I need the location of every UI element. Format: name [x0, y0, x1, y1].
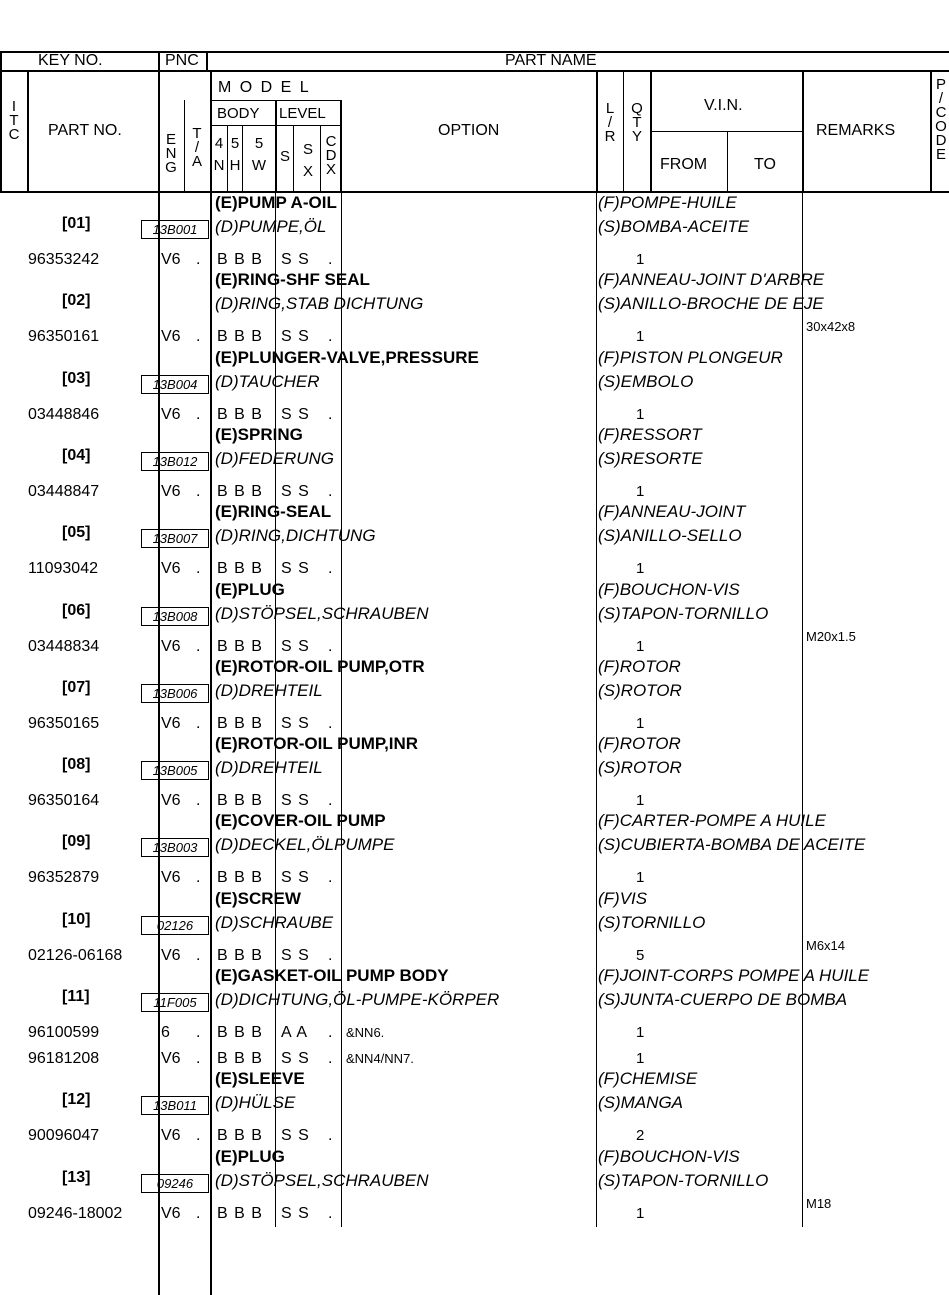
header-bottom-border — [0, 191, 949, 193]
itc-header: I T C — [8, 98, 20, 143]
eng-header: E N G — [165, 131, 177, 176]
german-name: (D)PUMPE,ÖL — [215, 217, 327, 236]
german-name: (D)RING,DICHTUNG — [215, 526, 376, 545]
part-number: 96350161 — [28, 328, 100, 345]
option-code: &NN6. — [346, 1025, 385, 1040]
quantity: 5 — [636, 947, 645, 964]
trans-code: . — [196, 792, 201, 809]
quantity: 1 — [636, 792, 645, 809]
body-model-code: B B B — [217, 792, 263, 809]
part-number: 96100599 — [28, 1024, 100, 1041]
cdx-code: . — [328, 715, 333, 732]
option-code: &NN4/NN7. — [346, 1051, 414, 1066]
engine-code: V6 — [161, 947, 181, 964]
key-number: [13] — [62, 1169, 91, 1186]
body-model-code: B B B — [217, 869, 263, 886]
vin-from-header: FROM — [660, 156, 708, 173]
german-name: (D)TAUCHER — [215, 372, 320, 391]
part-number: 03448847 — [28, 483, 100, 500]
engine-code: V6 — [161, 715, 181, 732]
cdx-code: . — [328, 792, 333, 809]
engine-code: 6 — [161, 1024, 170, 1041]
level-code: S S — [281, 869, 310, 886]
remarks-value: M20x1.5 — [806, 629, 856, 644]
spanish-name: (S)JUNTA-CUERPO DE BOMBA — [598, 990, 848, 1009]
quantity: 1 — [636, 715, 645, 732]
english-name: (E)PUMP A-OIL — [215, 193, 337, 212]
level-code: S S — [281, 483, 310, 500]
german-name: (D)RING,STAB DICHTUNG — [215, 294, 424, 313]
french-name: (F)BOUCHON-VIS — [598, 580, 740, 599]
body-model-code: B B B — [217, 1024, 263, 1041]
quantity: 1 — [636, 560, 645, 577]
english-name: (E)COVER-OIL PUMP — [215, 811, 386, 830]
cdx-code: . — [328, 406, 333, 423]
german-name: (D)DREHTEIL — [215, 758, 323, 777]
pnc-code: 11F005 — [141, 993, 209, 1012]
part-name-header: PART NAME — [505, 52, 597, 69]
spanish-name: (S)RESORTE — [598, 449, 703, 468]
pnc-code: 13B007 — [141, 529, 209, 548]
english-name: (E)RING-SEAL — [215, 502, 332, 521]
ta-divider — [184, 100, 185, 192]
french-name: (F)RESSORT — [598, 425, 702, 444]
pnc-code: 13B011 — [141, 1096, 209, 1115]
body-header: BODY — [217, 105, 260, 122]
german-name: (D)FEDERUNG — [215, 449, 334, 468]
level-col-cdx: C D X — [325, 133, 337, 178]
trans-code: . — [196, 638, 201, 655]
vin-to-header: TO — [754, 156, 776, 173]
from-to-divider — [727, 131, 728, 192]
german-name: (D)HÜLSE — [215, 1093, 296, 1112]
level-code: S S — [281, 406, 310, 423]
cdx-code: . — [328, 638, 333, 655]
key-number: [08] — [62, 756, 91, 773]
pnc-code: 13B004 — [141, 375, 209, 394]
level-code: S S — [281, 947, 310, 964]
pnc-code: 13B003 — [141, 838, 209, 857]
part-number: 96350165 — [28, 715, 100, 732]
spanish-name: (S)ROTOR — [598, 758, 682, 777]
quantity: 1 — [636, 251, 645, 268]
quantity: 1 — [636, 638, 645, 655]
lr-divider — [596, 70, 598, 192]
level-code: S S — [281, 638, 310, 655]
qty-header: Q T Y — [631, 100, 643, 145]
key-no-header: KEY NO. — [38, 52, 103, 69]
cdx-code: . — [328, 251, 333, 268]
trans-code: . — [196, 251, 201, 268]
engine-code: V6 — [161, 251, 181, 268]
key-number: [04] — [62, 447, 91, 464]
part-number: 96353242 — [28, 251, 100, 268]
body-model-code: B B B — [217, 715, 263, 732]
part-number: 11093042 — [28, 560, 98, 577]
cdx-code: . — [328, 1050, 333, 1067]
quantity: 1 — [636, 1024, 645, 1041]
table-top-border — [0, 51, 949, 53]
level-code: S S — [281, 1050, 310, 1067]
model-divider — [210, 70, 212, 1295]
pcode-header: P / C O D E — [935, 76, 947, 163]
pnc-header: PNC — [165, 52, 199, 69]
trans-code: . — [196, 715, 201, 732]
french-name: (F)CARTER-POMPE A HUILE — [598, 811, 826, 830]
body-model-code: B B B — [217, 328, 263, 345]
trans-code: . — [196, 947, 201, 964]
french-name: (F)BOUCHON-VIS — [598, 1147, 740, 1166]
english-name: (E)SCREW — [215, 889, 301, 908]
level-code: A A — [281, 1024, 309, 1041]
quantity: 1 — [636, 1205, 645, 1222]
quantity: 1 — [636, 869, 645, 886]
quantity: 1 — [636, 483, 645, 500]
trans-code: . — [196, 1050, 201, 1067]
key-number: [07] — [62, 679, 91, 696]
english-name: (E)SLEEVE — [215, 1069, 305, 1088]
level-code: S S — [281, 792, 310, 809]
engine-code: V6 — [161, 869, 181, 886]
cdx-code: . — [328, 560, 333, 577]
cdx-code: . — [328, 1024, 333, 1041]
cdx-code: . — [328, 1127, 333, 1144]
ta-header: T / A — [191, 125, 202, 170]
part-number: 02126-06168 — [28, 947, 123, 964]
vin-subheader-line — [650, 131, 803, 132]
trans-code: . — [196, 560, 201, 577]
option-header: OPTION — [438, 122, 500, 139]
pcode-divider — [930, 70, 932, 192]
cdx-code: . — [328, 483, 333, 500]
key-number: [12] — [62, 1091, 91, 1108]
cdx-code: . — [328, 947, 333, 964]
level-col-divider-1 — [293, 125, 294, 192]
level-header: LEVEL — [279, 105, 326, 122]
key-number: [03] — [62, 370, 91, 387]
cdx-code: . — [328, 869, 333, 886]
engine-code: V6 — [161, 792, 181, 809]
level-code: S S — [281, 1205, 310, 1222]
quantity: 1 — [636, 406, 645, 423]
body-col-5w: 5 W — [251, 135, 267, 174]
french-name: (F)JOINT-CORPS POMPE A HUILE — [598, 966, 870, 985]
pnc-code: 02126 — [141, 916, 209, 935]
left-border — [0, 51, 2, 192]
french-name: (F)ROTOR — [598, 734, 681, 753]
engine-code: V6 — [161, 1205, 181, 1222]
body-col-4n: 4 N — [213, 135, 225, 174]
french-name: (F)CHEMISE — [598, 1069, 698, 1088]
engine-code: V6 — [161, 483, 181, 500]
pnc-code: 13B005 — [141, 761, 209, 780]
quantity: 1 — [636, 328, 645, 345]
key-number: [06] — [62, 602, 91, 619]
remarks-value: M18 — [806, 1196, 832, 1211]
english-name: (E)ROTOR-OIL PUMP,OTR — [215, 657, 425, 676]
german-name: (D)STÖPSEL,SCHRAUBEN — [215, 1171, 429, 1190]
remarks-value: M6x14 — [806, 938, 846, 953]
spanish-name: (S)TAPON-TORNILLO — [598, 604, 769, 623]
german-name: (D)DICHTUNG,ÖL-PUMPE-KÖRPER — [215, 990, 500, 1009]
spanish-name: (S)CUBIERTA-BOMBA DE ACEITE — [598, 835, 866, 854]
cdx-code: . — [328, 1205, 333, 1222]
spanish-name: (S)ROTOR — [598, 681, 682, 700]
body-model-code: B B B — [217, 406, 263, 423]
key-number: [09] — [62, 833, 91, 850]
level-col-s: S — [279, 148, 290, 165]
pnc-code: 13B008 — [141, 607, 209, 626]
part-number: 03448834 — [28, 638, 100, 655]
french-name: (F)ANNEAU-JOINT D'ARBRE — [598, 270, 825, 289]
part-number: 96350164 — [28, 792, 100, 809]
level-col-sx: S X — [302, 141, 313, 180]
cdx-code: . — [328, 328, 333, 345]
english-name: (E)GASKET-OIL PUMP BODY — [215, 966, 449, 985]
french-name: (F)POMPE-HUILE — [598, 193, 737, 212]
spanish-name: (S)ANILLO-SELLO — [598, 526, 742, 545]
body-model-code: B B B — [217, 483, 263, 500]
engine-code: V6 — [161, 560, 181, 577]
french-name: (F)PISTON PLONGEUR — [598, 348, 783, 367]
engine-code: V6 — [161, 638, 181, 655]
french-name: (F)ROTOR — [598, 657, 681, 676]
body-model-code: B B B — [217, 1050, 263, 1067]
level-code: S S — [281, 560, 310, 577]
body-model-code: B B B — [217, 1127, 263, 1144]
quantity: 1 — [636, 1050, 645, 1067]
french-name: (F)ANNEAU-JOINT — [598, 502, 746, 521]
body-col-5h: 5 H — [229, 135, 241, 174]
pnc-code: 13B006 — [141, 684, 209, 703]
body-model-code: B B B — [217, 1205, 263, 1222]
pnc-code: 13B012 — [141, 452, 209, 471]
key-number: [05] — [62, 524, 91, 541]
engine-code: V6 — [161, 406, 181, 423]
lr-header: L / R — [604, 100, 616, 145]
key-number: [02] — [62, 292, 91, 309]
trans-code: . — [196, 869, 201, 886]
english-name: (E)RING-SHF SEAL — [215, 270, 370, 289]
english-name: (E)PLUG — [215, 1147, 285, 1166]
french-name: (F)VIS — [598, 889, 648, 908]
trans-code: . — [196, 1127, 201, 1144]
trans-code: . — [196, 1205, 201, 1222]
key-number: [11] — [62, 988, 90, 1005]
header-row-border — [0, 70, 949, 72]
pnc-code: 09246 — [141, 1174, 209, 1193]
vin-header: V.I.N. — [704, 97, 743, 114]
trans-code: . — [196, 483, 201, 500]
english-name: (E)SPRING — [215, 425, 303, 444]
engine-code: V6 — [161, 1127, 181, 1144]
quantity: 2 — [636, 1127, 645, 1144]
level-code: S S — [281, 328, 310, 345]
spanish-name: (S)MANGA — [598, 1093, 683, 1112]
english-name: (E)ROTOR-OIL PUMP,INR — [215, 734, 419, 753]
german-name: (D)SCHRAUBE — [215, 913, 334, 932]
part-number: 96352879 — [28, 869, 100, 886]
spanish-name: (S)ANILLO-BROCHE DE EJE — [598, 294, 824, 313]
german-name: (D)DECKEL,ÖLPUMPE — [215, 835, 395, 854]
part-number: 03448846 — [28, 406, 100, 423]
remarks-header: REMARKS — [816, 122, 896, 139]
key-number: [10] — [62, 911, 91, 928]
body-level-divider — [275, 100, 277, 192]
spanish-name: (S)TORNILLO — [598, 913, 706, 932]
body-model-code: B B B — [217, 560, 263, 577]
trans-code: . — [196, 406, 201, 423]
part-number: 09246-18002 — [28, 1205, 123, 1222]
lr-body-line — [596, 192, 597, 1227]
body-model-code: B B B — [217, 251, 263, 268]
pnc-code: 13B001 — [141, 220, 209, 239]
english-name: (E)PLUG — [215, 580, 285, 599]
level-code: S S — [281, 251, 310, 268]
spanish-name: (S)TAPON-TORNILLO — [598, 1171, 769, 1190]
part-number: 90096047 — [28, 1127, 100, 1144]
english-name: (E)PLUNGER-VALVE,PRESSURE — [215, 348, 479, 367]
part-no-header: PART NO. — [48, 122, 122, 139]
remarks-value: 30x42x8 — [806, 319, 856, 334]
level-code: S S — [281, 1127, 310, 1144]
level-code: S S — [281, 715, 310, 732]
part-number: 96181208 — [28, 1050, 100, 1067]
german-name: (D)STÖPSEL,SCHRAUBEN — [215, 604, 429, 623]
remarks-body-line — [802, 192, 803, 1227]
pnc-divider — [206, 51, 208, 71]
trans-code: . — [196, 1024, 201, 1041]
german-name: (D)DREHTEIL — [215, 681, 323, 700]
model-header: M O D E L — [218, 79, 311, 96]
body-model-code: B B B — [217, 947, 263, 964]
qty-divider — [623, 70, 624, 192]
itc-divider — [27, 70, 29, 191]
key-number: [01] — [62, 215, 91, 232]
engine-code: V6 — [161, 1050, 181, 1067]
spanish-name: (S)EMBOLO — [598, 372, 694, 391]
spanish-name: (S)BOMBA-ACEITE — [598, 217, 750, 236]
body-model-code: B B B — [217, 638, 263, 655]
engine-code: V6 — [161, 328, 181, 345]
trans-code: . — [196, 328, 201, 345]
